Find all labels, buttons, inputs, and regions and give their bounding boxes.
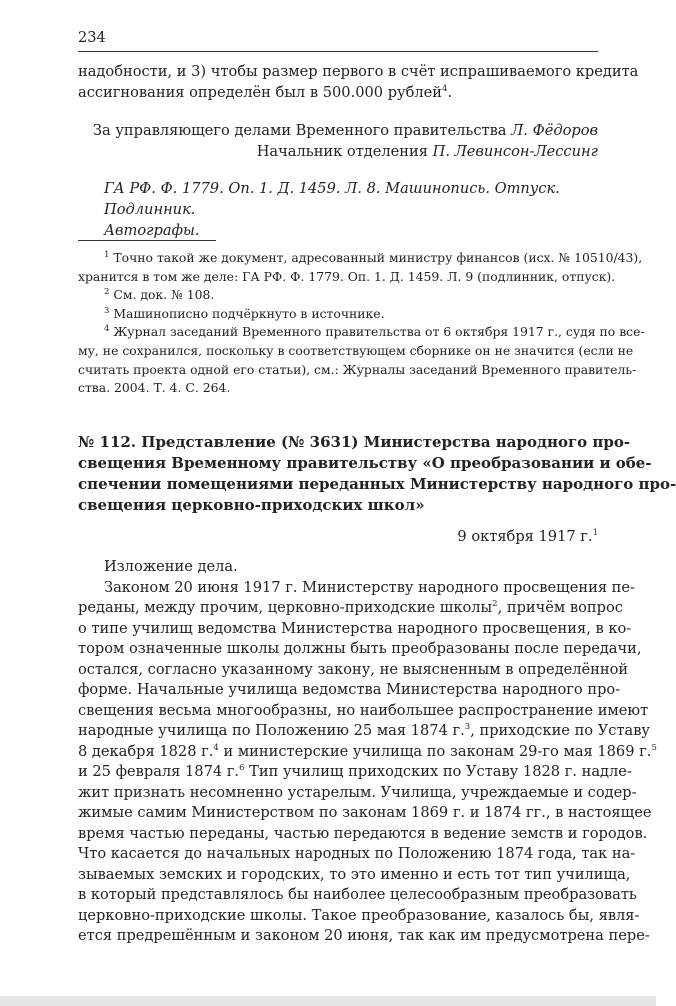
text-line: зываемых земских и городских, то это именно и есть тот тип училища, (78, 865, 631, 883)
archive-line: ГА РФ. Ф. 1779. Оп. 1. Д. 1459. Л. 8. Машинопись. Отпуск. Подлинник. (104, 180, 560, 218)
footnote-3: $^3$ Машинописно подчёркнуто в источнике. (104, 305, 385, 321)
text-line: ассигнования определён был в 500.000 рублей$^4$. (78, 83, 453, 101)
signature-name: Л. Фёдоров (511, 122, 598, 139)
text-line: Что касается до начальных народных по Положению 1874 года, так на- (78, 845, 636, 862)
document-title (78, 432, 676, 516)
main-text (78, 557, 657, 947)
title-line: свещения Временному правительству «О преобразовании и обе- (78, 454, 652, 472)
signature-1 (93, 120, 598, 141)
text-line: жимые самим Министерством по законам 1869 г. и 1874 гг., в настоящее (78, 804, 652, 821)
text-line: народные училища по Положению 25 мая 1874 г.$^3$, приходские по Уставу (78, 722, 651, 739)
text-line: время частью переданы, частью передаются в ведение земств и городов. (78, 824, 648, 842)
footnote-4-cont: му, не сохранился, поскольку в соответствующем сборнике он не значится (если не (78, 342, 634, 358)
footnote-2: $^2$ См. док. № 108. (104, 287, 215, 303)
text-line: о типе училищ ведомства Министерства народного просвещения, в ко- (78, 619, 632, 637)
title-line: свещения церковно-приходских школ» (78, 496, 425, 514)
signature-role: За управляющего делами Временного правительства (92, 122, 507, 139)
footnote-1-cont: хранится в том же деле: ГА РФ. Ф. 1779. Оп. 1. Д. 1459. Л. 9 (подлинник, отпуск). (78, 268, 616, 284)
text-line: надобности, и 3) чтобы размер первого в счёт испрашиваемого кредита (78, 63, 639, 80)
footnote-ref: 6 (239, 763, 245, 774)
footnote-ref: 4 (213, 742, 219, 753)
footnotes (78, 249, 645, 398)
text-line: остался, согласно указанному закону, не выясненным в определённой (78, 660, 629, 678)
text-line: реданы, между прочим, церковно-приходские школы$^2$, причём вопрос (78, 599, 623, 616)
text-line: свещения весьма многообразны, но наибольшее распространение имеют (78, 701, 649, 719)
text-line: тором означенные школы должны быть преобразованы после передачи, (78, 640, 642, 657)
document-date: 9 октября 1917 г.$^1$ (457, 528, 598, 545)
footnote-ref: 3 (464, 722, 471, 733)
text-line: Законом 20 июня 1917 г. Министерству народного просвещения пе- (104, 578, 635, 596)
footnote-4-cont: считать проекта одной его статьи), см.: Журналы заседаний Временного правитель- (78, 361, 637, 377)
footnote-4: $^4$ Журнал заседаний Временного правительства от 6 октября 1917 г., судя по все- (104, 324, 645, 340)
text-line: и 25 февраля 1874 г.$^6$ Тип училищ приходских по Уставу 1828 г. надле- (78, 763, 632, 780)
page-number: 234 (78, 30, 106, 46)
footnote-1: $^1$ Точно такой же документ, адресованный министру финансов (исх. № 10510/43), (104, 249, 643, 265)
footnote-ref: 2 (492, 599, 498, 610)
top-paragraph (78, 62, 639, 103)
title-line: № 112. Представление (№ 3631) Министерства народного про- (78, 433, 631, 451)
archive-line: Автографы. (104, 222, 200, 239)
archive-note (104, 178, 598, 241)
title-line: спечении помещениями переданных Министерству народного про- (78, 475, 676, 493)
signature-2 (257, 141, 598, 162)
signature-role: Начальник отделения (256, 143, 428, 160)
section-heading: Изложение дела. (104, 558, 238, 575)
footnote-ref: 4 (442, 83, 448, 94)
footnote-4-cont: ства. 2004. Т. 4. С. 264. (78, 380, 231, 396)
text-line: форме. Начальные училища ведомства Министерства народного про- (78, 681, 621, 698)
text-line: 8 декабря 1828 г.$^4$ и министерские училища по законам 29-го мая 1869 г.$^5$ (78, 742, 657, 760)
footnote-rule (78, 240, 216, 241)
text-line: церковно-приходские школы. Такое преобразование, казалось бы, явля- (78, 906, 640, 924)
footnote-ref: 5 (651, 742, 657, 753)
page-bottom-edge (0, 996, 656, 1006)
text-line: ется предрешённым и законом 20 июня, так как им предусмотрена пере- (78, 927, 650, 944)
footnote-ref: 1 (592, 528, 598, 539)
text-line: жит признать несомненно устарелым. Училища, учреждаемые и содер- (78, 783, 637, 801)
signature-name: П. Левинсон-Лессинг (432, 143, 598, 160)
text-line: в который представлялось бы наиболее целесообразным преобразовать (78, 886, 637, 903)
header-rule (78, 51, 598, 52)
